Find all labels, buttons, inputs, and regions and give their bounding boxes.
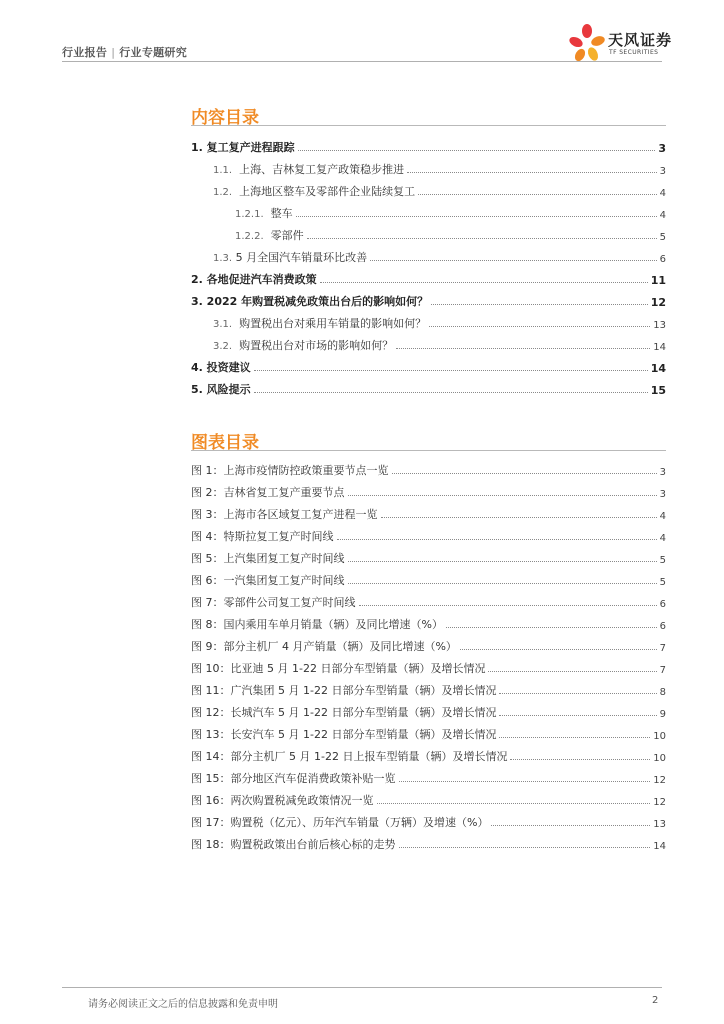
figure-entry-text: 图 7：零部件公司复工复产时间线 <box>191 596 356 609</box>
toc-entry-page: 4 <box>659 188 666 199</box>
toc-entry-text: 上海地区整车及零部件企业陆续复工 <box>239 185 416 198</box>
figure-entry[interactable] <box>191 720 666 742</box>
figure-entry-text: 图 4：特斯拉复工复产时间线 <box>191 530 334 543</box>
figure-entry[interactable] <box>191 676 666 698</box>
figure-entry-page: 10 <box>653 753 666 764</box>
report-subcategory: 行业专题研究 <box>119 46 188 59</box>
toc-entry[interactable] <box>191 177 666 199</box>
figure-entry[interactable] <box>191 544 666 566</box>
figure-entry-page: 3 <box>659 489 666 500</box>
figure-entry-page: 13 <box>653 819 666 830</box>
figure-entry[interactable] <box>191 456 666 478</box>
dot-leader <box>510 759 650 760</box>
figure-entry-text: 图 13：长安汽车 5 月 1-22 日部分车型销量（辆）及增长情况 <box>191 728 497 741</box>
dot-leader <box>392 473 657 474</box>
toc-entry-number: 1.3. <box>213 253 233 264</box>
dot-leader <box>407 172 657 173</box>
dot-leader <box>348 495 657 496</box>
figure-entry[interactable] <box>191 786 666 808</box>
toc-entry-text: 5 月全国汽车销量环比改善 <box>235 251 368 264</box>
figure-entry[interactable] <box>191 654 666 676</box>
toc-entry[interactable] <box>191 155 666 177</box>
dot-leader <box>377 803 651 804</box>
toc-entry-number: 3.1. <box>213 319 233 330</box>
toc-entry-page: 3 <box>658 142 666 155</box>
toc-entry-page: 12 <box>650 296 666 309</box>
figure-entry-text: 图 17：购置税（亿元）、历年汽车销量（万辆）及增速（%） <box>191 816 489 829</box>
dot-leader <box>446 627 657 628</box>
figure-entry-page: 8 <box>659 687 666 698</box>
toc-entry-text: 2. 各地促进汽车消费政策 <box>191 273 317 286</box>
toc-entry[interactable] <box>191 243 666 265</box>
dot-leader <box>431 304 648 305</box>
toc-entry-page: 3 <box>659 166 666 177</box>
figure-entry-page: 7 <box>659 643 666 654</box>
figure-entry-text: 图 6：一汽集团复工复产时间线 <box>191 574 345 587</box>
figure-entry-page: 9 <box>659 709 666 720</box>
figure-entry-text: 图 18：购置税政策出台前后核心标的走势 <box>191 838 396 851</box>
dot-leader <box>499 693 656 694</box>
toc-entry-number: 1.2.2. <box>235 231 264 242</box>
breadcrumb-separator: | <box>111 46 116 59</box>
figure-entry-page: 14 <box>653 841 666 852</box>
report-breadcrumb <box>62 44 187 60</box>
figure-entry-text: 图 10：比亚迪 5 月 1-22 日部分车型销量（辆）及增长情况 <box>191 662 486 675</box>
toc-entry-page: 4 <box>659 210 666 221</box>
dot-leader <box>491 825 650 826</box>
toc-entry[interactable] <box>191 221 666 243</box>
figure-entry[interactable] <box>191 588 666 610</box>
toc-entry-page: 11 <box>650 274 666 287</box>
figure-entry-text: 图 9：部分主机厂 4 月产销量（辆）及同比增速（%） <box>191 640 457 653</box>
dot-leader <box>399 847 651 848</box>
toc-entry[interactable] <box>191 199 666 221</box>
figure-entry-text: 图 3：上海市各区域复工复产进程一览 <box>191 508 378 521</box>
dot-leader <box>254 370 648 371</box>
toc-entry-text: 4. 投资建议 <box>191 361 251 374</box>
dot-leader <box>348 561 657 562</box>
figure-entry-text: 图 2：吉林省复工复产重要节点 <box>191 486 345 499</box>
figure-entry-page: 10 <box>653 731 666 742</box>
toc-entry-page: 13 <box>653 320 666 331</box>
brand-name: 天风证券 <box>608 31 673 49</box>
footer-disclaimer: 请务必阅读正文之后的信息披露和免责申明 <box>88 999 278 1010</box>
figures-title: 图表目录 <box>191 433 259 453</box>
figure-entry[interactable] <box>191 566 666 588</box>
figure-entry-text: 图 12：长城汽车 5 月 1-22 日部分车型销量（辆）及增长情况 <box>191 706 497 719</box>
figure-entry-page: 3 <box>659 467 666 478</box>
figure-entry[interactable] <box>191 830 666 852</box>
dot-leader <box>396 348 650 349</box>
dot-leader <box>296 216 657 217</box>
figure-entry-page: 12 <box>653 775 666 786</box>
dot-leader <box>429 326 650 327</box>
figure-entry-text: 图 15：部分地区汽车促消费政策补贴一览 <box>191 772 396 785</box>
brand-english-name: TF SECURITIES <box>609 49 659 56</box>
toc-entry[interactable] <box>191 309 666 331</box>
dot-leader <box>381 517 657 518</box>
toc-entry[interactable] <box>191 287 666 309</box>
figure-entry-text: 图 5：上汽集团复工复产时间线 <box>191 552 345 565</box>
figure-entry-page: 4 <box>659 511 666 522</box>
toc-entry-number: 3.2. <box>213 341 233 352</box>
toc-entry[interactable] <box>191 331 666 353</box>
figure-entry[interactable] <box>191 632 666 654</box>
figure-entry-page: 5 <box>659 555 666 566</box>
dot-leader <box>348 583 657 584</box>
figure-entry-text: 图 14：部分主机厂 5 月 1-22 日上报车型销量（辆）及增长情况 <box>191 750 508 763</box>
brand-logo <box>565 22 675 64</box>
table-of-contents <box>191 133 666 397</box>
footer-divider <box>62 987 662 988</box>
header-divider <box>62 61 662 62</box>
figure-entry-page: 12 <box>653 797 666 808</box>
figure-entry[interactable] <box>191 610 666 632</box>
brand-flower-icon <box>565 22 607 64</box>
dot-leader <box>254 392 648 393</box>
toc-entry-page: 14 <box>650 362 666 375</box>
toc-entry-text: 1. 复工复产进程跟踪 <box>191 141 295 154</box>
page-number: 2 <box>652 995 659 1006</box>
dot-leader <box>418 194 657 195</box>
toc-entry-page: 15 <box>650 384 666 397</box>
toc-entry-page: 14 <box>653 342 666 353</box>
figure-entry[interactable] <box>191 698 666 720</box>
figure-entry-text: 图 1：上海市疫情防控政策重要节点一览 <box>191 464 389 477</box>
toc-title: 内容目录 <box>191 108 259 128</box>
figure-entry-page: 6 <box>659 621 666 632</box>
dot-leader <box>359 605 657 606</box>
dot-leader <box>399 781 651 782</box>
toc-entry-text: 购置税出台对市场的影响如何？ <box>239 339 394 352</box>
figure-entry[interactable] <box>191 500 666 522</box>
dot-leader <box>298 150 656 151</box>
dot-leader <box>499 737 650 738</box>
figure-entry[interactable] <box>191 742 666 764</box>
toc-entry-text: 整车 <box>270 207 293 220</box>
toc-entry-page: 6 <box>659 254 666 265</box>
list-of-figures <box>191 456 666 852</box>
toc-entry-text: 上海、吉林复工复产政策稳步推进 <box>239 163 405 176</box>
dot-leader <box>499 715 656 716</box>
dot-leader <box>370 260 657 261</box>
figure-entry[interactable] <box>191 808 666 830</box>
figure-entry-page: 7 <box>659 665 666 676</box>
figure-entry-text: 图 8：国内乘用车单月销量（辆）及同比增速（%） <box>191 618 443 631</box>
toc-entry-text: 5. 风险提示 <box>191 383 251 396</box>
figure-entry[interactable] <box>191 478 666 500</box>
toc-entry-text: 3. 2022 年购置税减免政策出台后的影响如何？ <box>191 295 429 308</box>
figure-entry-page: 4 <box>659 533 666 544</box>
dot-leader <box>460 649 657 650</box>
figure-entry-text: 图 11：广汽集团 5 月 1-22 日部分车型销量（辆）及增长情况 <box>191 684 497 697</box>
dot-leader <box>307 238 657 239</box>
dot-leader <box>337 539 657 540</box>
report-category: 行业报告 <box>62 46 108 59</box>
toc-entry[interactable] <box>191 265 666 287</box>
toc-title-divider <box>191 125 666 126</box>
figure-entry[interactable] <box>191 522 666 544</box>
figure-entry-text: 图 16：两次购置税减免政策情况一览 <box>191 794 374 807</box>
figure-entry[interactable] <box>191 764 666 786</box>
toc-entry[interactable] <box>191 353 666 375</box>
figure-entry-page: 6 <box>659 599 666 610</box>
toc-entry-text: 零部件 <box>270 229 304 242</box>
toc-entry-page: 5 <box>659 232 666 243</box>
toc-entry-number: 1.2. <box>213 187 233 198</box>
figure-entry-page: 5 <box>659 577 666 588</box>
dot-leader <box>488 671 656 672</box>
toc-entry[interactable] <box>191 375 666 397</box>
toc-entry-number: 1.1. <box>213 165 233 176</box>
toc-entry[interactable] <box>191 133 666 155</box>
dot-leader <box>320 282 648 283</box>
figures-title-divider <box>191 450 666 451</box>
toc-entry-text: 购置税出台对乘用车销量的影响如何？ <box>239 317 427 330</box>
toc-entry-number: 1.2.1. <box>235 209 264 220</box>
